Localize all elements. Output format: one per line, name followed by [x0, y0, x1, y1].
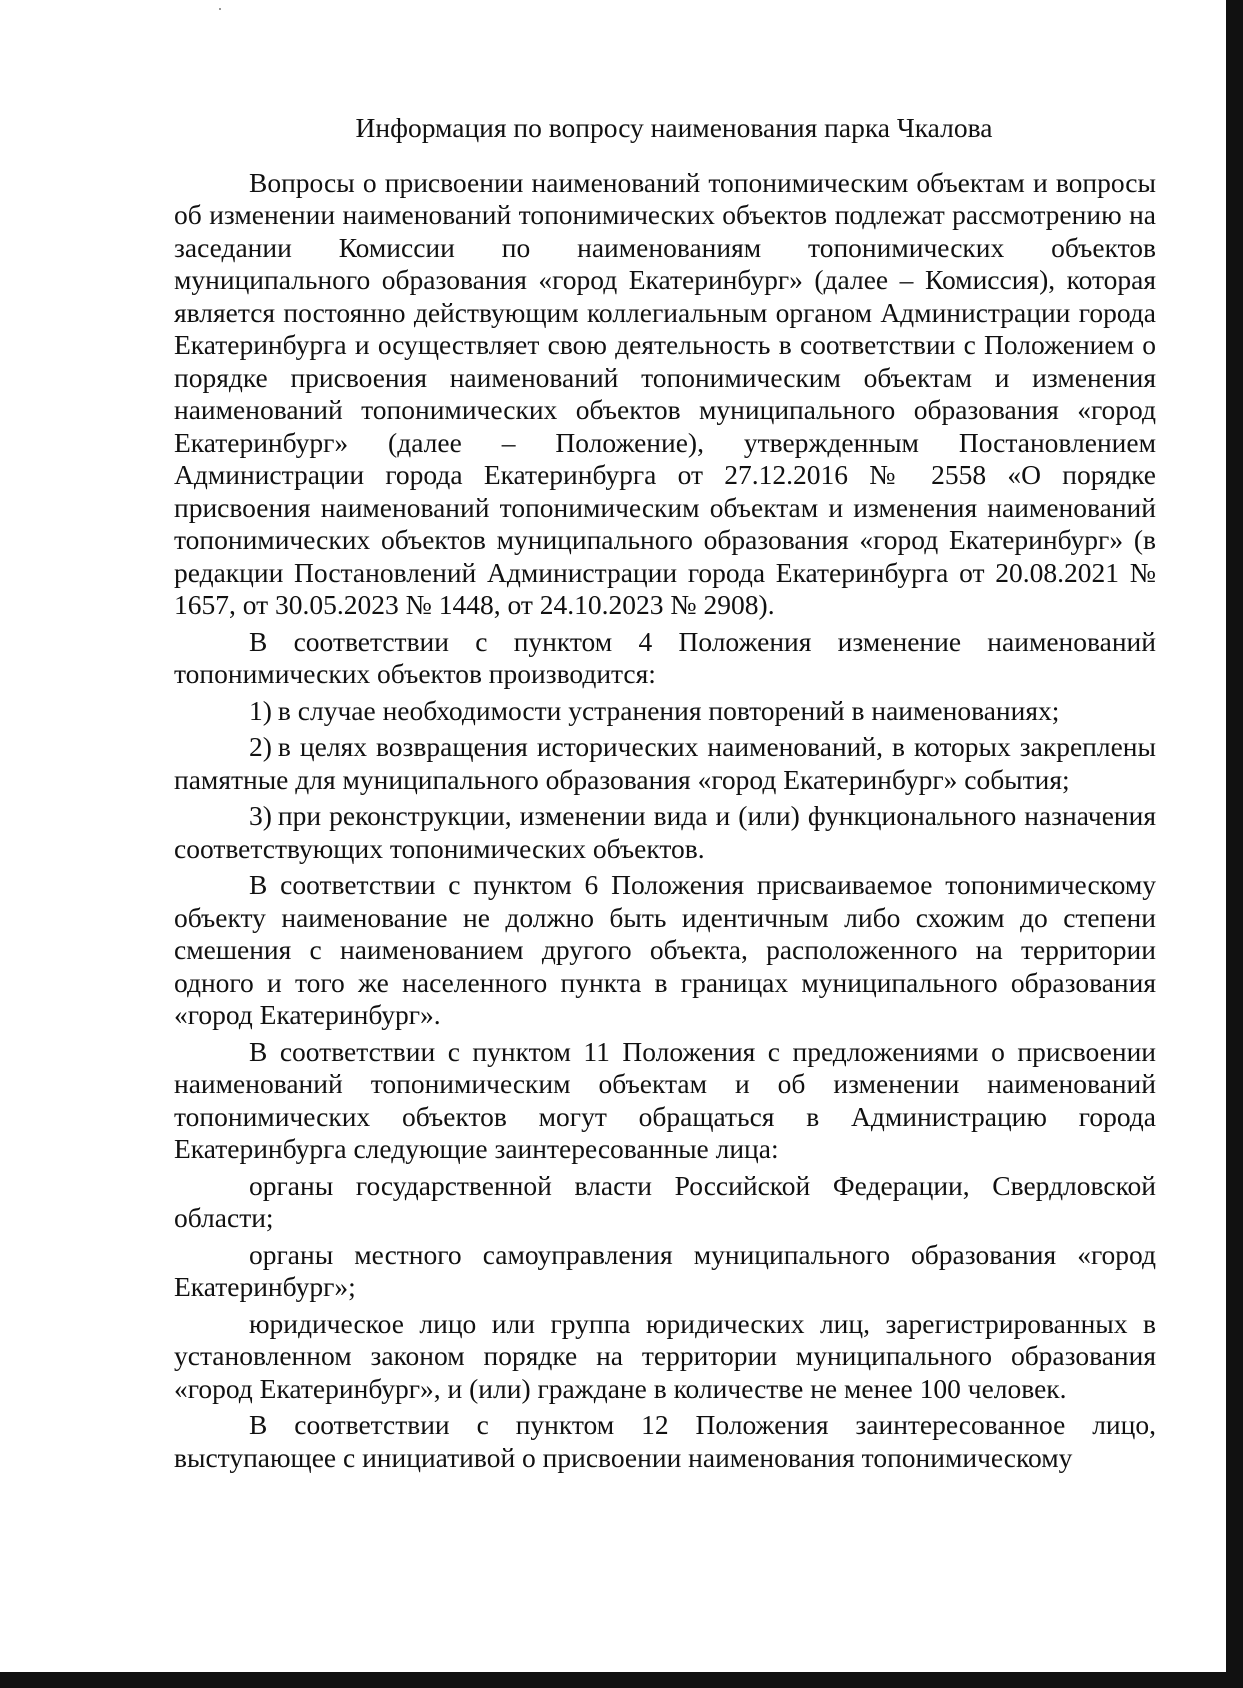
- paragraph-point-6: В соответствии с пунктом 6 Положения присваиваемое топонимическому объекту наименование не должно быть идентичным либо схожим до степени смешения с наименованием другого объекта, расположенного на территории одного и того же населенного пункта в границах муниципального образования «город Екатеринбург».: [174, 869, 1156, 1030]
- list-item-number: 1): [249, 694, 272, 726]
- document-body: [174, 112, 1156, 1478]
- list-item: [174, 731, 1156, 796]
- list-item: [174, 695, 1156, 728]
- list-item-text: при реконструкции, изменении вида и (или) функционального назначения соответствующих топонимических объектов.: [174, 800, 1156, 864]
- list-item-number: 3): [249, 800, 272, 831]
- paragraph-legal-entities: юридическое лицо или группа юридических лиц, зарегистрированных в установленном законом порядке на территории муниципального образования «город Екатеринбург», и (или) граждане в количестве не менее 100 человек.: [174, 1307, 1156, 1404]
- paragraph-point-12: В соответствии с пунктом 12 Положения заинтересованное лицо, выступающее с инициативой о присвоении наименования топонимическому: [174, 1409, 1156, 1473]
- document-title: Информация по вопросу наименования парка Чкалова: [355, 112, 993, 143]
- list-item-number: 2): [249, 731, 272, 762]
- paragraph-state-authorities: органы государственной власти Российской Федерации, Свердловской области;: [174, 1169, 1156, 1233]
- paragraph-commission: Вопросы о присвоении наименований топонимическим объектам и вопросы об изменении наименований топонимических объектов подлежат рассмотрению на заседании Комиссии по наименованиям топонимических объектов муниципального образования «город Екатеринбург» (далее – Комиссия), которая является постоянно действующим коллегиальным органом Администрации города Екатеринбурга и осуществляет свою деятельность в соответствии с Положением о порядке присвоения наименований топонимическим объектам и изменения наименований топонимических объектов муниципального образования «город Екатеринбург» (далее – Положение), утвержденным Постановлением Администрации города Екатеринбурга от 27.12.2016 № 2558 «О порядке присвоения наименований топонимическим объектам и изменения наименований топонимических объектов муниципального образования «город Екатеринбург» (в редакции Постановлений Администрации города Екатеринбурга от 20.08.2021 № 1657, от 30.05.2023 № 1448, от 24.10.2023 № 2908).: [174, 166, 1156, 620]
- list-item-text: в случае необходимости устранения повторений в наименованиях;: [277, 694, 1060, 726]
- list-item-text: в целях возвращения исторических наименований, в которых закреплены памятные для муниципального образования «город Екатеринбург» события;: [174, 731, 1156, 795]
- scan-speck: [219, 8, 221, 10]
- scan-border-bottom: [0, 1672, 1243, 1688]
- paragraph-point-11: В соответствии с пунктом 11 Положения с предложениями о присвоении наименований топонимическим объектам и об изменении наименований топонимических объектов могут обращаться в Администрацию города Екатеринбурга следующие заинтересованные лица:: [174, 1035, 1156, 1164]
- paragraph-local-government: органы местного самоуправления муниципального образования «город Екатеринбург»;: [174, 1238, 1156, 1302]
- scan-border-right: [1226, 0, 1243, 1688]
- paragraph-point-4: В соответствии с пунктом 4 Положения изменение наименований топонимических объектов производится:: [174, 625, 1156, 689]
- list-item: [174, 800, 1156, 865]
